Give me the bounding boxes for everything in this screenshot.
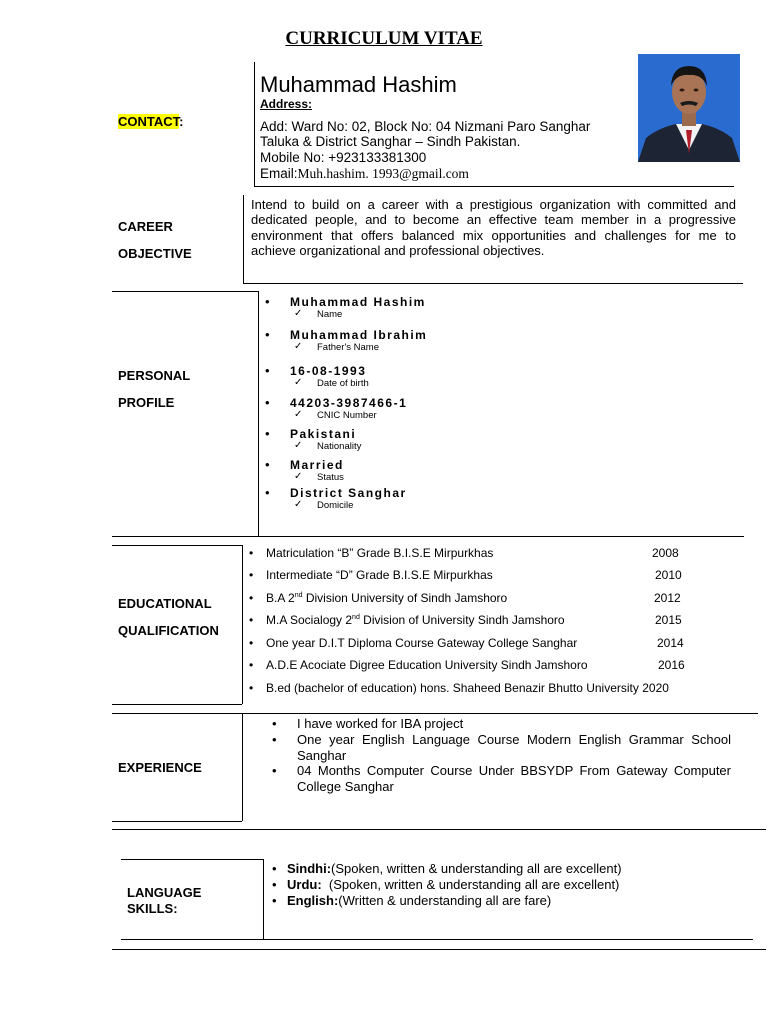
language-name: Urdu: <box>287 877 322 892</box>
education-year: 2014 <box>657 636 684 650</box>
language-desc: (Spoken, written & understanding all are excellent) <box>331 861 622 876</box>
address-label: Address: <box>260 97 313 111</box>
check-icon: ✓ <box>294 377 303 388</box>
bullet-icon: • <box>272 716 277 731</box>
check-icon: ✓ <box>294 341 303 352</box>
personal-sub-label: Domicile <box>317 500 354 511</box>
email-address[interactable]: Muh.hashim. 1993@gmail.com <box>297 166 469 181</box>
experience-label: EXPERIENCE <box>118 760 202 775</box>
bullet-icon: • <box>265 485 270 500</box>
email: Email:Muh.hashim. 1993@gmail.com <box>260 166 469 181</box>
degree-sup: nd <box>294 592 303 599</box>
bullet-icon: • <box>272 893 277 908</box>
bullet-icon: • <box>272 861 277 876</box>
bullet-icon: • <box>249 546 254 560</box>
career-objective-label: CAREER OBJECTIVE <box>118 219 192 261</box>
experience-item: 04 Months Computer Course Under BBSYDP From Gateway Computer College Sanghar <box>297 763 731 794</box>
language-name: Sindhi: <box>287 861 332 876</box>
page-title: CURRICULUM VITAE <box>285 28 483 49</box>
language-item <box>287 861 622 877</box>
personal-sub-label: Status <box>317 472 344 483</box>
language-item <box>287 893 551 909</box>
degree-text: One year D.I.T Diploma Course Gateway College Sanghar <box>266 636 578 650</box>
degree-text-rest: Division of University Sindh Jamshoro <box>359 613 565 627</box>
career-objective-text: Intend to build on a career with a prestigious organization with committed and dedicated people, and to become an effective team member in a progressive environment that offers balanced mix opportunities and challenges for me to achieve organizational and professional objectives. <box>251 197 736 258</box>
degree-text: B.ed (bachelor of education) hons. Shaheed Benazir Bhutto University 2020 <box>266 681 669 695</box>
bullet-icon: • <box>249 613 254 627</box>
bullet-icon: • <box>249 568 254 582</box>
language-item <box>287 877 619 893</box>
personal-value: 44203-3987466-1 <box>290 396 408 410</box>
bullet-icon: • <box>249 591 254 605</box>
language-skills-label: LANGUAGE SKILLS: <box>127 885 202 916</box>
bullet-icon: • <box>265 395 270 410</box>
bullet-icon: • <box>272 732 277 747</box>
address-line-2: Taluka & District Sanghar – Sindh Pakistan. <box>260 134 521 149</box>
address-line-1: Add: Ward No: 02, Block No: 04 Nizmani Paro Sanghar <box>260 119 591 134</box>
personal-sub-label: Date of birth <box>317 378 369 389</box>
language-name: English: <box>287 893 339 908</box>
check-icon: ✓ <box>294 409 303 420</box>
degree-text: Intermediate “D” Grade B.I.S.E Mirpurkhas <box>266 568 493 582</box>
contact-label: CONTACT: <box>118 114 184 129</box>
education-year: 2016 <box>658 658 685 672</box>
personal-value: Pakistani <box>290 427 357 441</box>
degree-text: Matriculation “B” Grade B.I.S.E Mirpurkhas <box>266 546 494 560</box>
bullet-icon: • <box>249 681 254 695</box>
education-year: 2008 <box>652 546 679 560</box>
language-desc: (Written & understanding all are fare) <box>338 893 552 908</box>
education-row <box>266 681 746 695</box>
check-icon: ✓ <box>294 499 303 510</box>
personal-profile-label: PERSONAL PROFILE <box>118 368 191 410</box>
personal-value: Muhammad Hashim <box>290 295 426 309</box>
education-label: EDUCATIONAL QUALIFICATION <box>118 596 219 638</box>
degree-sup: nd <box>352 614 360 621</box>
applicant-name: Muhammad Hashim <box>260 72 457 97</box>
education-year: 2012 <box>654 591 681 605</box>
check-icon: ✓ <box>294 440 303 451</box>
profile-photo <box>638 54 740 162</box>
bullet-icon: • <box>249 658 254 672</box>
degree-text: A.D.E Acociate Digree Education University Sindh Jamshoro <box>266 658 588 672</box>
personal-sub-label: Father's Name <box>317 342 380 353</box>
bullet-icon: • <box>265 294 270 309</box>
personal-value: District Sanghar <box>290 486 407 500</box>
personal-value: Muhammad Ibrahim <box>290 328 428 342</box>
bullet-icon: • <box>249 636 254 650</box>
check-icon: ✓ <box>294 471 303 482</box>
degree-text: M.A Socialogy 2 <box>266 613 353 627</box>
mobile-number: Mobile No: +923133381300 <box>260 150 427 165</box>
personal-value: Married <box>290 458 344 472</box>
degree-text: B.A 2 <box>266 591 295 605</box>
education-year: 2010 <box>655 568 682 582</box>
bullet-icon: • <box>272 877 277 892</box>
education-year: 2015 <box>655 613 682 627</box>
language-desc: (Spoken, written & understanding all are excellent) <box>321 877 620 892</box>
bullet-icon: • <box>272 763 277 778</box>
personal-sub-label: Name <box>317 309 343 320</box>
bullet-icon: • <box>265 327 270 342</box>
bullet-icon: • <box>265 426 270 441</box>
degree-text-rest: Division University of Sindh Jamshoro <box>302 591 508 605</box>
experience-item: I have worked for IBA project <box>297 716 464 731</box>
bullet-icon: • <box>265 363 270 378</box>
experience-item: One year English Language Course Modern English Grammar School Sanghar <box>297 732 731 763</box>
check-icon: ✓ <box>294 308 303 319</box>
personal-value: 16-08-1993 <box>290 364 367 378</box>
bullet-icon: • <box>265 457 270 472</box>
personal-sub-label: Nationality <box>317 441 362 452</box>
personal-sub-label: CNIC Number <box>317 410 377 421</box>
